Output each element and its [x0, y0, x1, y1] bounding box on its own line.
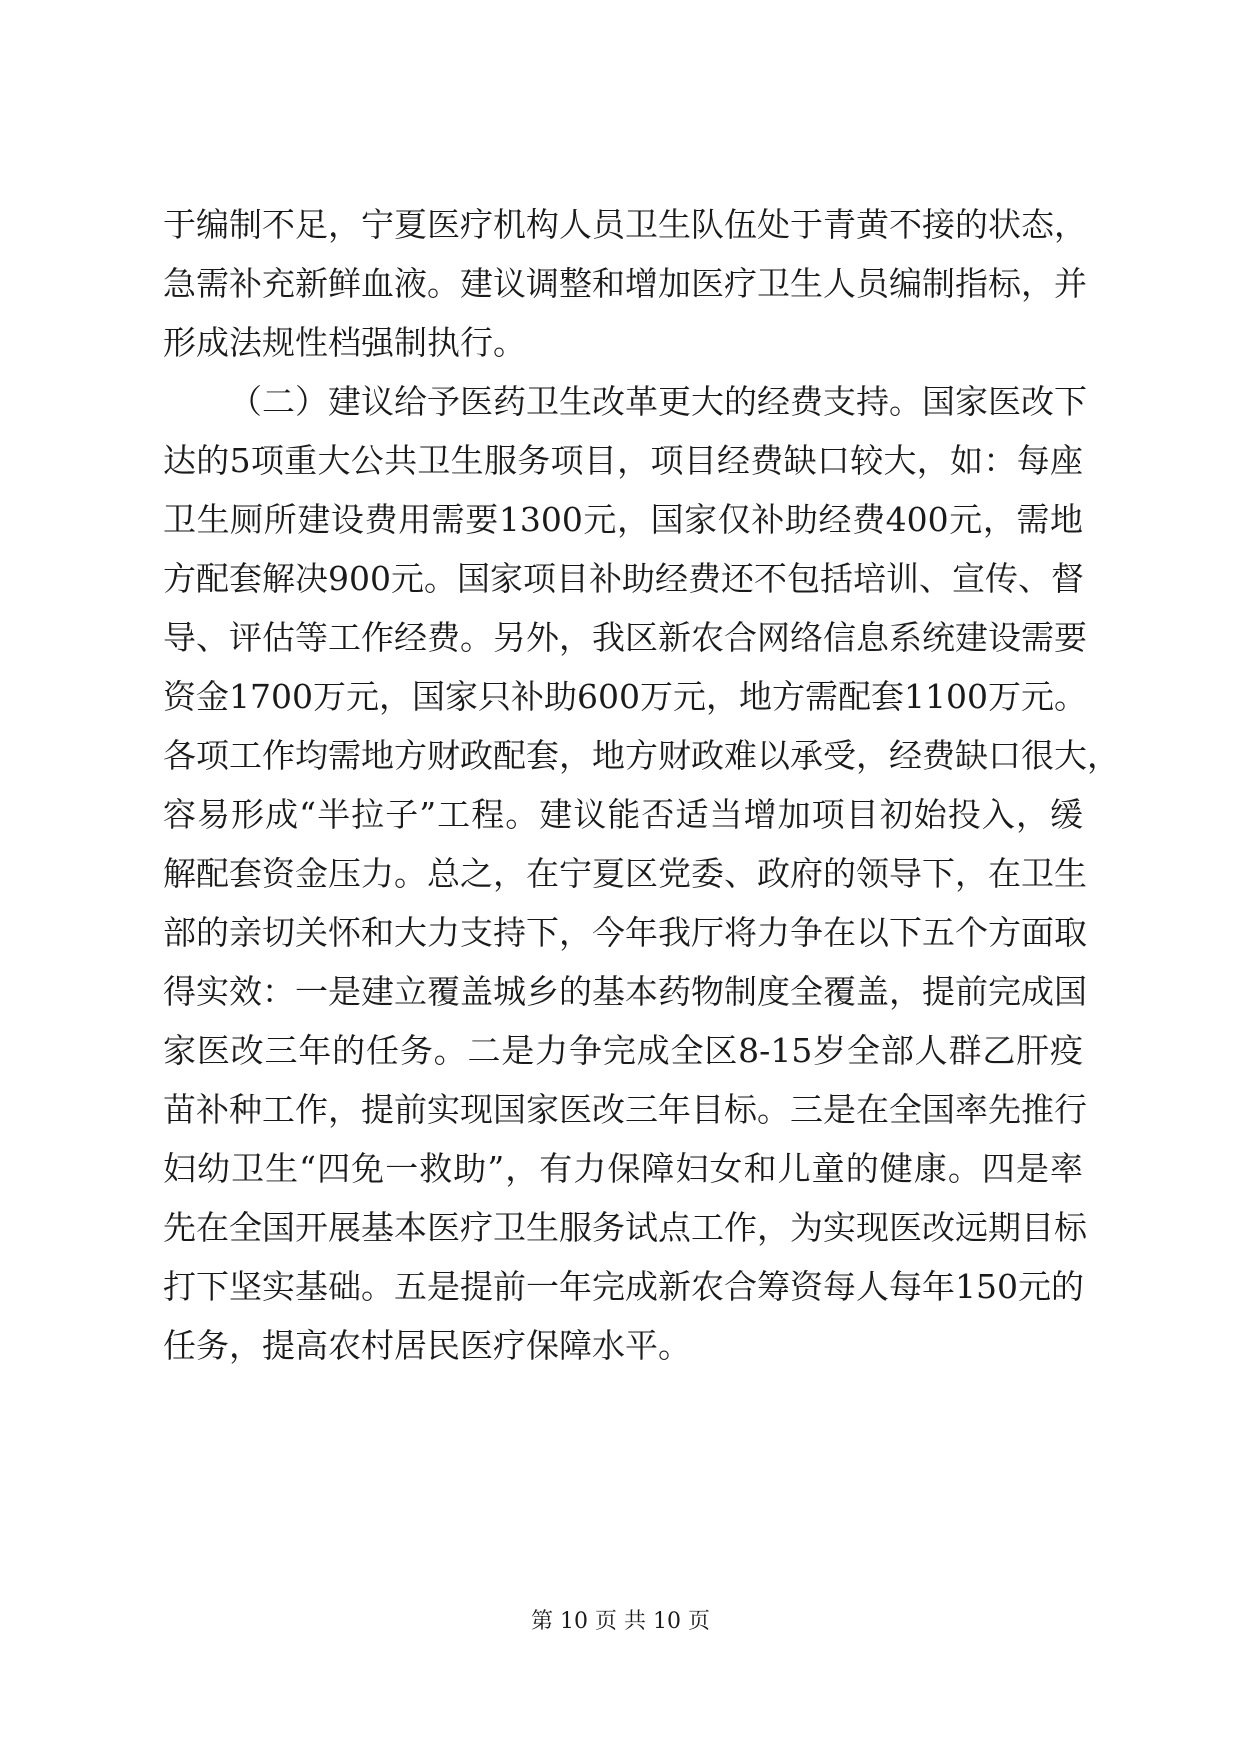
- text-line: 部的亲切关怀和大力支持下，今年我厅将力争在以下五个方面取: [163, 913, 1087, 952]
- text-line: 各项工作均需地方财政配套，地方财政难以承受，经费缺口很大，: [163, 736, 1120, 775]
- text-line: 家医改三年的任务。二是力争完成全区8-15岁全部人群乙肝疫: [163, 1031, 1083, 1070]
- text-line: 于编制不足，宁夏医疗机构人员卫生队伍处于青黄不接的状态，: [163, 205, 1087, 244]
- text-line: 方配套解决900元。国家项目补助经费还不包括培训、宣传、督: [163, 559, 1084, 598]
- text-line: 容易形成“半拉子”工程。建议能否适当增加项目初始投入，缓: [163, 795, 1083, 834]
- text-line: 苗补种工作，提前实现国家医改三年目标。三是在全国率先推行: [163, 1090, 1087, 1129]
- text-line: 先在全国开展基本医疗卫生服务试点工作，为实现医改远期目标: [163, 1208, 1087, 1247]
- text-line: 急需补充新鲜血液。建议调整和增加医疗卫生人员编制指标，并: [163, 264, 1087, 303]
- page-number: 第 10 页 共 10 页: [531, 1609, 710, 1634]
- text-line: 得实效：一是建立覆盖城乡的基本药物制度全覆盖，提前完成国: [163, 972, 1087, 1011]
- text-line: 形成法规性档强制执行。: [163, 323, 526, 362]
- text-line: 解配套资金压力。总之，在宁夏区党委、政府的领导下，在卫生: [163, 854, 1087, 893]
- paragraph: [163, 195, 1087, 372]
- text-line: 妇幼卫生“四免一救助”，有力保障妇女和儿童的健康。四是率: [163, 1149, 1083, 1188]
- text-line: 打下坚实基础。五是提前一年完成新农合筹资每人每年150元的: [163, 1267, 1084, 1306]
- text-line: 任务，提高农村居民医疗保障水平。: [163, 1326, 691, 1365]
- text-line: 卫生厕所建设费用需要1300元，国家仅补助经费400元，需地: [163, 500, 1083, 539]
- text-line: 达的5项重大公共卫生服务项目，项目经费缺口较大，如：每座: [163, 441, 1083, 480]
- page-footer: [0, 1604, 1241, 1635]
- document-body: [163, 195, 1120, 1375]
- paragraph: [163, 372, 1120, 1375]
- text-line: （二）建议给予医药卫生改革更大的经费支持。国家医改下: [229, 382, 1087, 421]
- text-line: 资金1700万元，国家只补助600万元，地方需配套1100万元。: [163, 677, 1087, 716]
- text-line: 导、评估等工作经费。另外，我区新农合网络信息系统建设需要: [163, 618, 1087, 657]
